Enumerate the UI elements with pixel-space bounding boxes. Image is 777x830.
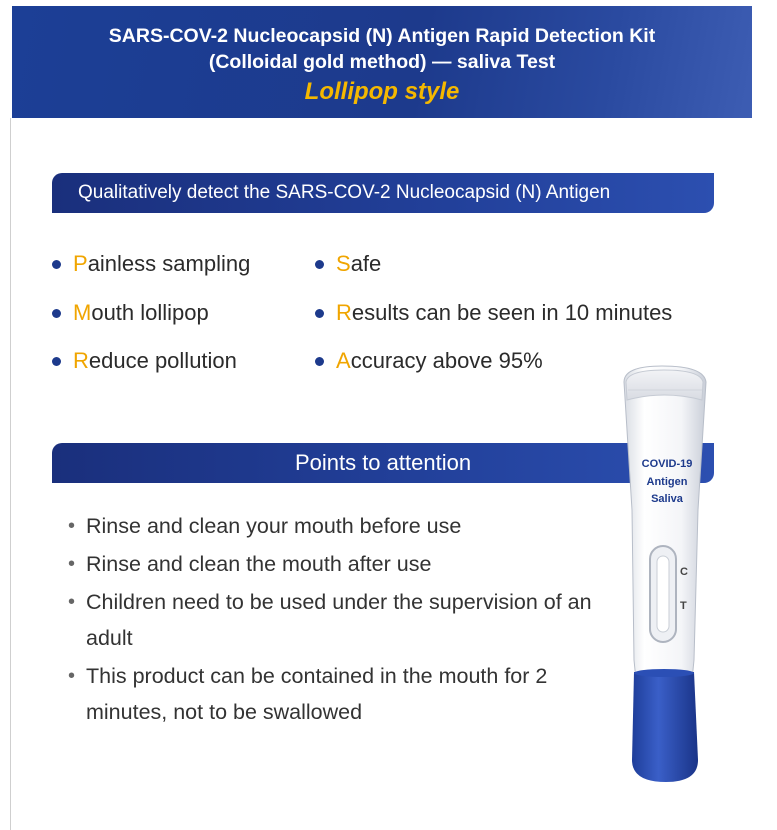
- detect-banner: [52, 173, 714, 213]
- antigen-test-device-image: [612, 360, 722, 790]
- bullet-dot-icon: [315, 260, 324, 269]
- feature-text: ccuracy above 95%: [350, 348, 543, 373]
- feature-text: esults can be seen in 10 minutes: [351, 300, 673, 325]
- feature-item: [52, 300, 209, 326]
- attention-banner-text: Points to attention: [294, 450, 472, 475]
- feature-item: [315, 251, 381, 277]
- page-edge-line: [10, 118, 11, 830]
- control-line-mark: C: [680, 566, 688, 578]
- test-line-mark: T: [680, 600, 687, 612]
- device-label-line1: COVID-19: [641, 458, 693, 470]
- feature-text: educe pollution: [88, 348, 237, 373]
- bullet-dot-icon: [315, 309, 324, 318]
- feature-text: outh lollipop: [91, 300, 209, 325]
- header-title-line2: (Colloidal gold method) — saliva Test: [208, 51, 556, 73]
- feature-text: ainless sampling: [87, 251, 251, 276]
- bullet-icon: •: [68, 515, 76, 537]
- attention-item: [68, 584, 608, 656]
- bullet-dot-icon: [315, 357, 324, 366]
- test-device-illustration: [612, 360, 722, 790]
- bullet-icon: •: [68, 553, 76, 575]
- bullet-dot-icon: [52, 260, 61, 269]
- feature-text: afe: [350, 251, 382, 276]
- device-label-line2: Antigen: [646, 476, 688, 488]
- attention-item: [68, 546, 608, 582]
- attention-list: [68, 508, 608, 732]
- feature-initial: A: [336, 348, 351, 373]
- header-banner: [12, 6, 752, 118]
- feature-item: [315, 300, 672, 326]
- feature-initial: S: [336, 251, 351, 276]
- feature-initial: R: [336, 300, 352, 325]
- feature-item: [52, 348, 237, 374]
- attention-text: Rinse and clean the mouth after use: [86, 552, 432, 576]
- feature-initial: M: [73, 300, 92, 325]
- bullet-dot-icon: [52, 309, 61, 318]
- attention-text: This product can be contained in the mouth for 2 minutes, not to be swallowed: [86, 664, 548, 724]
- bullet-icon: •: [68, 665, 76, 687]
- bullet-icon: •: [68, 591, 76, 613]
- attention-text: Children need to be used under the supervision of an adult: [86, 590, 592, 650]
- attention-item: [68, 658, 608, 730]
- feature-initial: R: [73, 348, 89, 373]
- attention-text: Rinse and clean your mouth before use: [86, 514, 462, 538]
- header-title-line1: SARS-COV-2 Nucleocapsid (N) Antigen Rapid Detection Kit: [108, 25, 656, 47]
- feature-item: [315, 348, 543, 374]
- detect-banner-text: Qualitatively detect the SARS-COV-2 Nucleocapsid (N) Antigen: [78, 182, 611, 203]
- header-subtitle: Lollipop style: [304, 78, 460, 105]
- feature-initial: P: [73, 251, 88, 276]
- bullet-dot-icon: [52, 357, 61, 366]
- device-label-line3: Saliva: [651, 493, 683, 505]
- attention-item: [68, 508, 608, 544]
- feature-item: [52, 251, 250, 277]
